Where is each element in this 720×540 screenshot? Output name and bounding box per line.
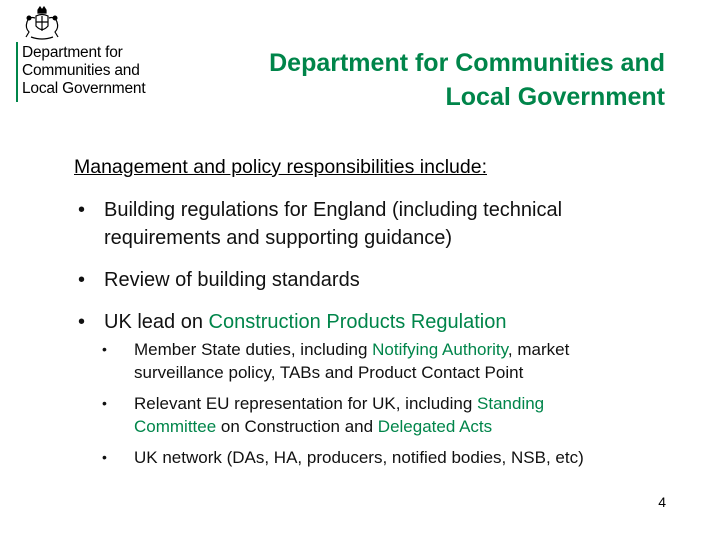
highlighted-term: Delegated Acts [377, 417, 493, 436]
list-item [74, 266, 674, 294]
bullet-list [74, 196, 674, 350]
sub-list-item [100, 392, 680, 438]
sub-bullet-marker: • [102, 449, 107, 465]
sub-bullet-text: Relevant EU representation for UK, including [134, 394, 478, 413]
slide-title-line-2: Local Government [445, 83, 665, 111]
bullet-text: UK lead on [104, 311, 209, 333]
bullet-marker: • [78, 311, 86, 333]
slide-title-line-1: Department for Communities and [269, 49, 665, 77]
slide-title [165, 46, 665, 114]
logo-line-2: Communities and [22, 62, 140, 79]
bullet-marker: • [78, 269, 86, 291]
logo-accent-bar [16, 42, 18, 102]
sub-bullet-text: Member State duties, including [134, 340, 373, 359]
logo-line-1: Department for [22, 44, 123, 61]
sub-bullet-text: on Construction and [216, 417, 378, 436]
page-number: 4 [658, 494, 666, 510]
bullet-text-line-2: requirements and supporting guidance) [104, 227, 452, 249]
sub-list-item [100, 338, 680, 384]
highlighted-term: Committee [134, 417, 217, 436]
logo-line-3: Local Government [22, 80, 146, 97]
highlighted-term: Notifying Authority [372, 340, 508, 359]
bullet-text-line-1: Building regulations for England (including technical [104, 199, 563, 221]
highlighted-term: Standing [477, 394, 545, 413]
sub-bullet-text: UK network (DAs, HA, producers, notified bodies, NSB, etc) [134, 448, 584, 467]
intro-heading: Management and policy responsibilities include: [74, 156, 487, 178]
highlighted-term: Construction Products Regulation [208, 311, 507, 333]
sub-list-item [100, 446, 680, 469]
bullet-text: Review of building standards [104, 269, 360, 291]
list-item [74, 308, 674, 336]
bullet-marker: • [78, 199, 86, 221]
dclg-logo [8, 6, 178, 102]
sub-bullet-text-line-2: surveillance policy, TABs and Product Contact Point [134, 363, 524, 382]
sub-bullet-text: , market [507, 340, 570, 359]
list-item [74, 196, 674, 252]
royal-coat-of-arms-icon [22, 6, 62, 42]
sub-bullet-marker: • [102, 395, 107, 411]
sub-bullet-marker: • [102, 341, 107, 357]
logo-wordmark [22, 44, 145, 98]
